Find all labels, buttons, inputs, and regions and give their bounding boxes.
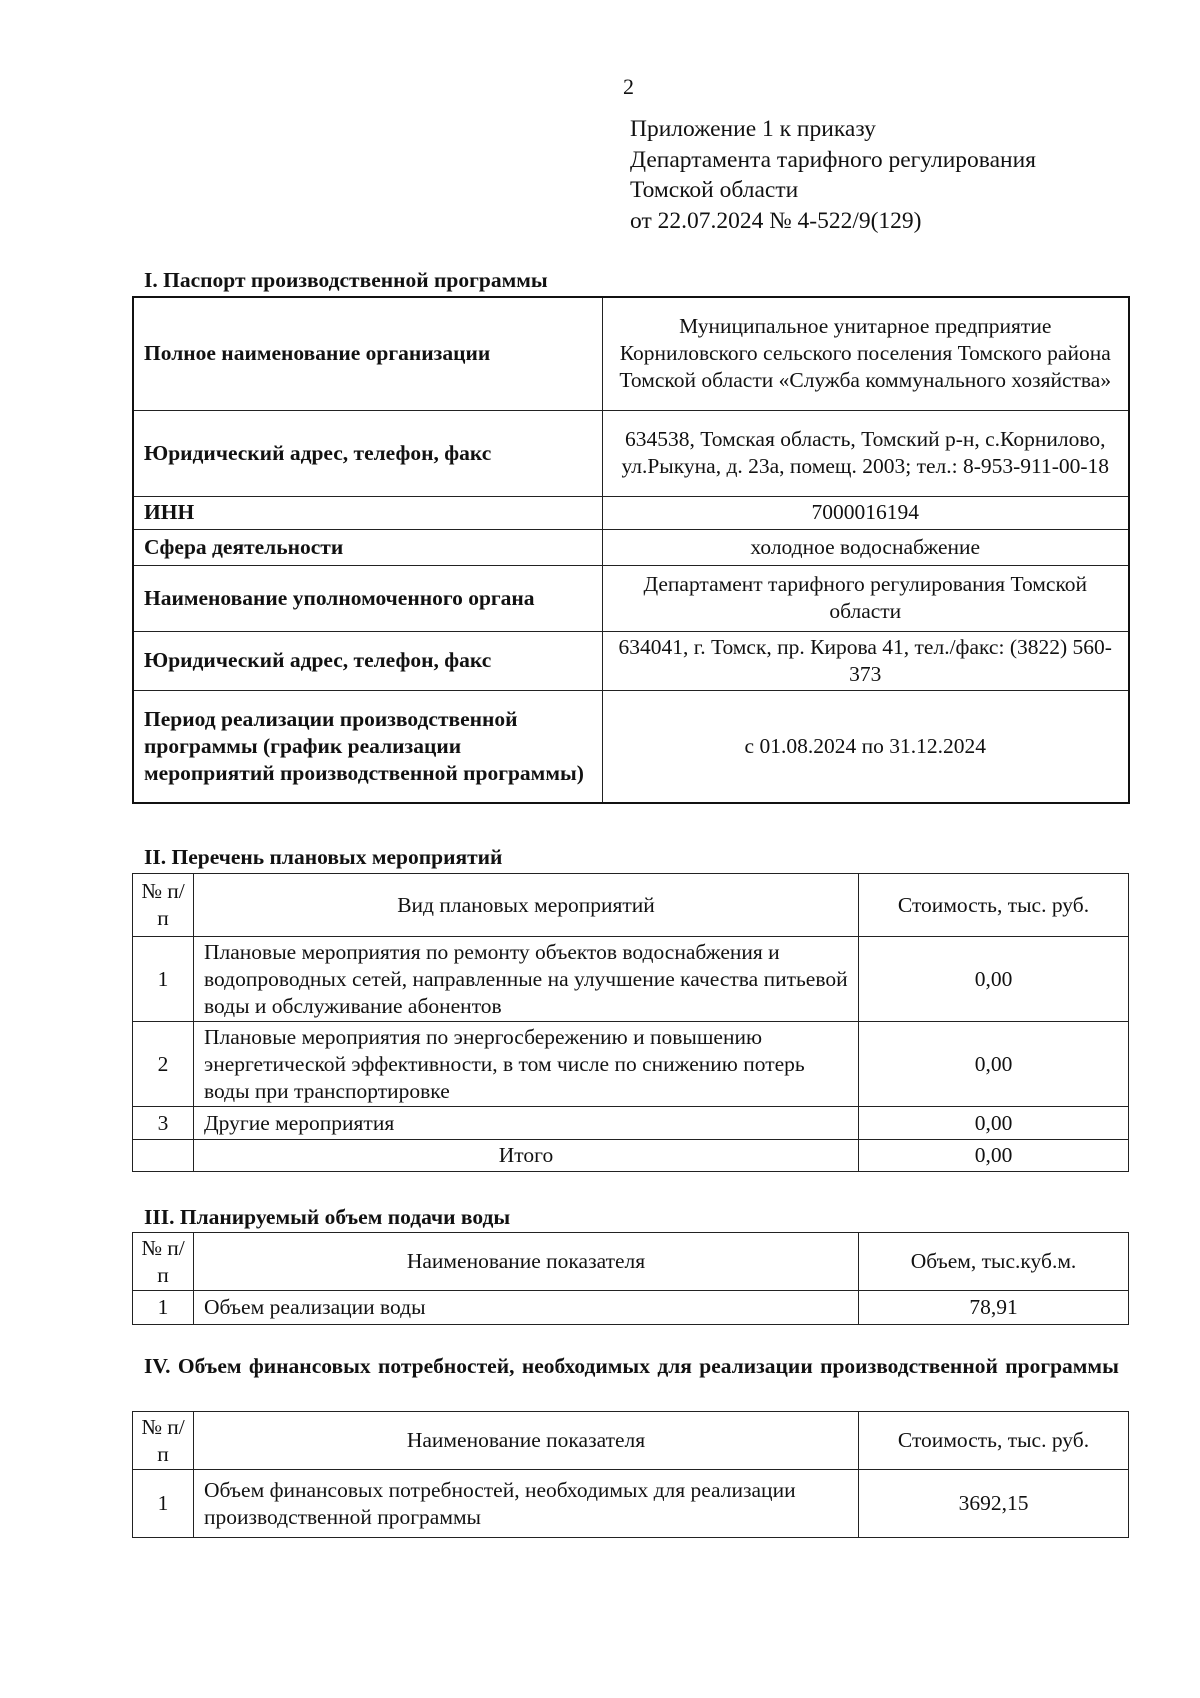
section-title-water-volume: III. Планируемый объем подачи воды xyxy=(144,1205,511,1229)
total-label: Итого xyxy=(194,1140,859,1172)
row-num: 1 xyxy=(133,1291,194,1325)
row-num: 1 xyxy=(133,1470,194,1538)
row-label: Сфера деятельности xyxy=(133,529,602,565)
header-name: Наименование показателя xyxy=(194,1233,859,1291)
table-row xyxy=(133,690,1129,803)
row-value: Муниципальное унитарное предприятие Корниловского сельского поселения Томского района Томской области «Служба коммунального хозяйства» xyxy=(602,297,1129,410)
table-row xyxy=(133,1107,1129,1140)
header-num: № п/п xyxy=(133,1233,194,1291)
row-value: 634538, Томская область, Томский р-н, с.Корнилово, ул.Рыкуна, д. 23а, помещ. 2003; тел.: 8-953-911-00-18 xyxy=(602,410,1129,496)
table-row xyxy=(133,297,1129,410)
row-name: Объем реализации воды xyxy=(194,1291,859,1325)
row-name: Плановые мероприятия по ремонту объектов водоснабжения и водопроводных сетей, направленные на улучшение качества питьевой воды и обслуживание абонентов xyxy=(194,937,859,1022)
row-label: Наименование уполномоченного органа xyxy=(133,565,602,631)
row-name: Плановые мероприятия по энергосбережению и повышению энергетической эффективности, в том числе по снижению потерь воды при транспортировке xyxy=(194,1022,859,1107)
table-header-row xyxy=(133,1412,1129,1470)
table-row xyxy=(133,1022,1129,1107)
appendix-line: Томской области xyxy=(630,177,799,203)
total-cost: 0,00 xyxy=(859,1140,1129,1172)
section-title-financial-needs: IV. Объем финансовых потребностей, необходимых для реализации производственной программы xyxy=(144,1354,1119,1378)
header-cost: Стоимость, тыс. руб. xyxy=(859,1412,1129,1470)
header-num: № п/п xyxy=(133,874,194,937)
row-value: Департамент тарифного регулирования Томской области xyxy=(602,565,1129,631)
table-total-row xyxy=(133,1140,1129,1172)
table-row xyxy=(133,496,1129,529)
row-value: холодное водоснабжение xyxy=(602,529,1129,565)
row-name: Другие мероприятия xyxy=(194,1107,859,1140)
header-name: Наименование показателя xyxy=(194,1412,859,1470)
row-name: Объем финансовых потребностей, необходимых для реализации производственной программы xyxy=(194,1470,859,1538)
section-title-measures: II. Перечень плановых мероприятий xyxy=(144,845,503,869)
row-label: Полное наименование организации xyxy=(133,297,602,410)
table-row xyxy=(133,631,1129,690)
row-cost: 0,00 xyxy=(859,937,1129,1022)
table-row xyxy=(133,410,1129,496)
row-label: Период реализации производственной программы (график реализации мероприятий производственной программы) xyxy=(133,690,602,803)
table-row xyxy=(133,1470,1129,1538)
row-label: Юридический адрес, телефон, факс xyxy=(133,631,602,690)
table-header-row xyxy=(133,1233,1129,1291)
water-volume-table xyxy=(132,1232,1129,1325)
table-row xyxy=(133,565,1129,631)
appendix-line: Приложение 1 к приказу xyxy=(630,116,876,142)
header-name: Вид плановых мероприятий xyxy=(194,874,859,937)
appendix-date-number: от 22.07.2024 № 4-522/9(129) xyxy=(630,207,922,234)
passport-table xyxy=(132,296,1130,804)
header-num: № п/п xyxy=(133,1412,194,1470)
row-label: Юридический адрес, телефон, факс xyxy=(133,410,602,496)
table-row xyxy=(133,937,1129,1022)
appendix-header xyxy=(630,114,1036,236)
header-value: Объем, тыс.куб.м. xyxy=(859,1233,1129,1291)
total-num-empty xyxy=(133,1140,194,1172)
row-cost: 0,00 xyxy=(859,1022,1129,1107)
row-num: 2 xyxy=(133,1022,194,1107)
table-row xyxy=(133,529,1129,565)
appendix-line: Департамента тарифного регулирования xyxy=(630,146,1036,173)
header-cost: Стоимость, тыс. руб. xyxy=(859,874,1129,937)
page-number: 2 xyxy=(623,74,634,99)
row-value: 634041, г. Томск, пр. Кирова 41, тел./факс: (3822) 560-373 xyxy=(602,631,1129,690)
section-title-passport: I. Паспорт производственной программы xyxy=(144,268,548,292)
row-num: 1 xyxy=(133,937,194,1022)
measures-table xyxy=(132,873,1129,1172)
table-header-row xyxy=(133,874,1129,937)
row-num: 3 xyxy=(133,1107,194,1140)
row-value: 7000016194 xyxy=(602,496,1129,529)
financial-needs-table xyxy=(132,1411,1129,1538)
row-label: ИНН xyxy=(133,496,602,529)
row-cost: 0,00 xyxy=(859,1107,1129,1140)
row-cost: 3692,15 xyxy=(859,1470,1129,1538)
table-row xyxy=(133,1291,1129,1325)
row-value: с 01.08.2024 по 31.12.2024 xyxy=(602,690,1129,803)
row-value: 78,91 xyxy=(859,1291,1129,1325)
